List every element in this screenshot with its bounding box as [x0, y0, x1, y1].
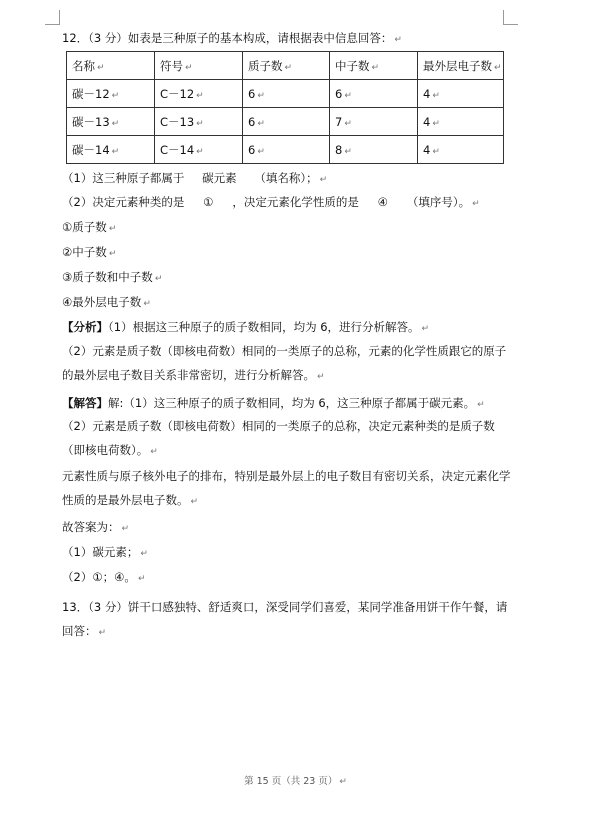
answer-label: 故答案为： ↵ — [62, 520, 130, 534]
answer-line-1: （1）碳元素； ↵ — [62, 545, 148, 559]
table-row — [67, 108, 504, 136]
table-cell: 4 ↵ — [418, 108, 504, 136]
table-cell: 6 ↵ — [243, 108, 330, 136]
table-cell: 碳－14 ↵ — [67, 136, 155, 164]
solution-heading: 【解答】解:（1）这三种原子的质子数相同，均为 6，这三种原子都属于碳元素。 ↵ — [62, 396, 485, 410]
table-cell: 4 ↵ — [418, 80, 504, 108]
question-12-part-1: （1）这三种原子都属于 碳元素 （填名称）； ↵ — [62, 171, 328, 185]
answer-blank: 碳元素 — [202, 171, 237, 185]
table-cell: C－14 ↵ — [155, 136, 243, 164]
table-cell: C－12 ↵ — [155, 80, 243, 108]
option-item: ③质子数和中子数 ↵ — [62, 270, 163, 284]
table-cell: 6 ↵ — [243, 136, 330, 164]
header-cell-neutrons: 中子数 ↵ — [330, 52, 418, 80]
analysis-heading: 【分析】（1）根据这三种原子的质子数相同，均为 6，进行分析解答。 ↵ — [62, 320, 430, 334]
table-row — [67, 136, 504, 164]
atom-composition-table — [66, 51, 504, 164]
question-12-intro: 12．（3 分）如表是三种原子的基本构成，请根据表中信息回答： ↵ — [62, 31, 402, 45]
header-cell-protons: 质子数 ↵ — [243, 52, 330, 80]
option-item: ②中子数 ↵ — [62, 245, 117, 259]
table-header-row — [67, 52, 504, 80]
table-cell: C－13 ↵ — [155, 108, 243, 136]
table-row — [67, 80, 504, 108]
header-cell-name: 名称 ↵ — [67, 52, 155, 80]
table-cell: 8 ↵ — [330, 136, 418, 164]
page-corner-mark-right — [503, 10, 518, 25]
table-cell: 6 ↵ — [243, 80, 330, 108]
table-cell: 4 ↵ — [418, 136, 504, 164]
header-cell-symbol: 符号 ↵ — [155, 52, 243, 80]
page-footer: 第 15 页（共 23 页） ↵ — [244, 776, 347, 787]
header-cell-outer-electrons: 最外层电子数 ↵ — [418, 52, 504, 80]
answer-line-2: （2）①；④。 ↵ — [62, 570, 146, 584]
table-cell: 碳－13 ↵ — [67, 108, 155, 136]
solution-paragraph-2: （2）元素是质子数（即核电荷数）相同的一类原子的总称，决定元素种类的是质子数（即核电荷数）。 ↵ — [62, 419, 495, 457]
option-item: ①质子数 ↵ — [62, 220, 117, 234]
solution-paragraph-3: 元素性质与原子核外电子的排布，特别是最外层上的电子数目有密切关系，决定元素化学性质的是最外层电子数。 ↵ — [62, 469, 511, 507]
option-item: ④最外层电子数 ↵ — [62, 295, 151, 309]
table-cell: 7 ↵ — [330, 108, 418, 136]
analysis-paragraph-2: （2）元素是质子数（即核电荷数）相同的一类原子的总称，元素的化学性质跟它的原子的最外层电子数目关系非常密切，进行分析解答。 ↵ — [62, 344, 507, 382]
page-corner-mark-left — [45, 10, 60, 25]
question-13-intro: 13．（3 分）饼干口感独特、舒适爽口，深受同学们喜爱，某同学准备用饼干作午餐，请回答： ↵ — [62, 600, 508, 638]
answer-blank: ① — [203, 195, 214, 209]
table-cell: 6 ↵ — [330, 80, 418, 108]
table-cell: 碳－12 ↵ — [67, 80, 155, 108]
question-12-part-2: （2）决定元素种类的是 ① ，决定元素化学性质的是 ④ （填序号）。 ↵ — [62, 195, 480, 209]
answer-blank: ④ — [377, 195, 388, 209]
